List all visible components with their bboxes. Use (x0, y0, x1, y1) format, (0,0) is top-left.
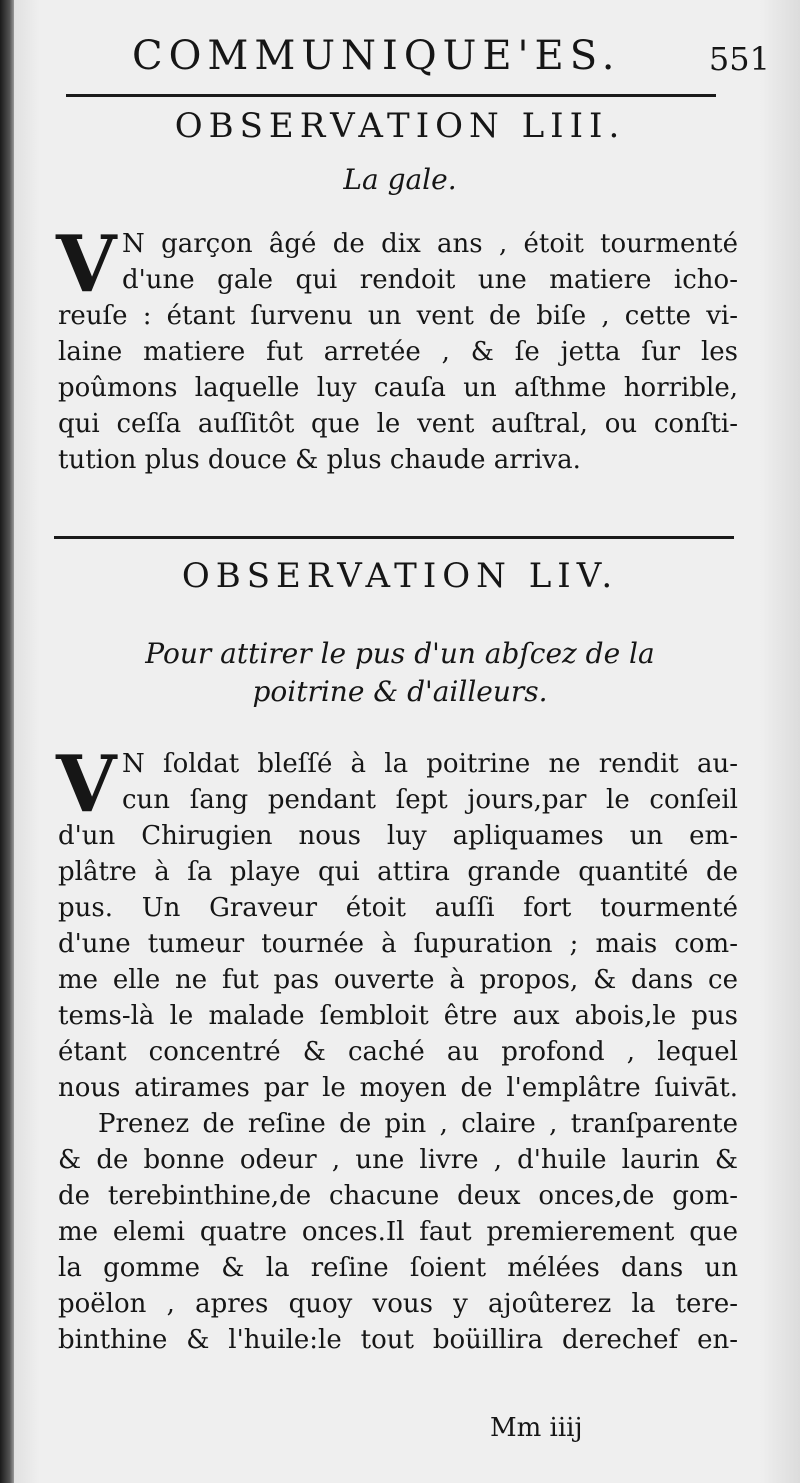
observation-54-line: plâtre à ſa playe qui attira grande quantité de (58, 857, 738, 887)
catchword: Mm iiij (490, 1413, 583, 1443)
observation-53-line: poûmons laquelle luy cauſa un aſthme horrible, (58, 373, 738, 403)
observation-54-line: & de bonne odeur , une livre , d'huile laurin & (58, 1145, 738, 1175)
observation-54-subtitle-line-2: poitrine & d'ailleurs. (252, 675, 548, 708)
observation-53-body (56, 219, 738, 478)
observation-54-line: de terebinthine,de chacune deux onces,de gom- (58, 1181, 738, 1211)
page-spine-shadow (0, 0, 14, 1483)
observation-53-drop-cap: V (56, 219, 117, 310)
observation-53-line: qui ceſſa auſſitôt que le vent auſtral, ou conſti- (58, 409, 738, 439)
observation-54-line: Prenez de reſine de pin , claire , tranſparente (58, 1109, 738, 1139)
observation-54-line: me elemi quatre onces.Il faut premierement que (58, 1217, 738, 1247)
observation-54-line: la gomme & la reſine ſoient mélées dans un (58, 1253, 738, 1283)
observation-54-line: binthine & l'huile:le tout boüillira derechef en- (58, 1325, 738, 1355)
observation-54-title: OBSERVATION LIV. (181, 556, 619, 596)
observation-53-subtitle: La gale. (343, 163, 457, 196)
observation-53-line: laine matiere fut arretée , & ſe jetta ſur les (58, 337, 738, 367)
running-head (60, 28, 780, 88)
running-head-title: COMMUNIQUE'ES. (132, 33, 621, 79)
observation-54-line: me elle ne fut pas ouverte à propos, & dans ce (58, 965, 738, 995)
observation-54-line: cun ſang pendant ſept jours,par le conſeil (122, 785, 738, 815)
observation-53-line: N garçon âgé de dix ans , étoit tourmenté (122, 229, 738, 259)
observation-54-line: étant concentré & caché au profond , lequel (58, 1037, 738, 1067)
observation-54-drop-cap: V (56, 739, 117, 830)
observation-53-line: d'une gale qui rendoit une matiere icho- (122, 265, 738, 295)
observation-54-line: tems-là le malade ſembloit être aux abois,le pus (58, 1001, 738, 1031)
section-rule (54, 536, 734, 539)
observation-54-line: N ſoldat bleſſé à la poitrine ne rendit au- (122, 749, 738, 779)
observation-53-title: OBSERVATION LIII. (174, 106, 626, 146)
header-rule (66, 94, 716, 97)
observation-53-line: reuſe : étant ſurvenu un vent de biſe , cette vi- (58, 301, 738, 331)
observation-54-line: pus. Un Graveur étoit auſſi fort tourmenté (58, 893, 738, 923)
observation-54-line: d'une tumeur tournée à ſupuration ; mais com- (58, 929, 738, 959)
observation-53-line: tution plus douce & plus chaude arriva. (58, 445, 581, 475)
observation-54-body (56, 739, 738, 1358)
observation-54-line: nous atirames par le moyen de l'emplâtre ſuivāt. (58, 1073, 738, 1103)
page-number: 551 (708, 40, 770, 78)
observation-54-line: poëlon , apres quoy vous y ajoûterez la tere- (58, 1289, 738, 1319)
observation-54-line: d'un Chirugien nous luy apliquames un em- (58, 821, 738, 851)
observation-54-subtitle-line-1: Pour attirer le pus d'un abſcez de la (145, 637, 655, 670)
